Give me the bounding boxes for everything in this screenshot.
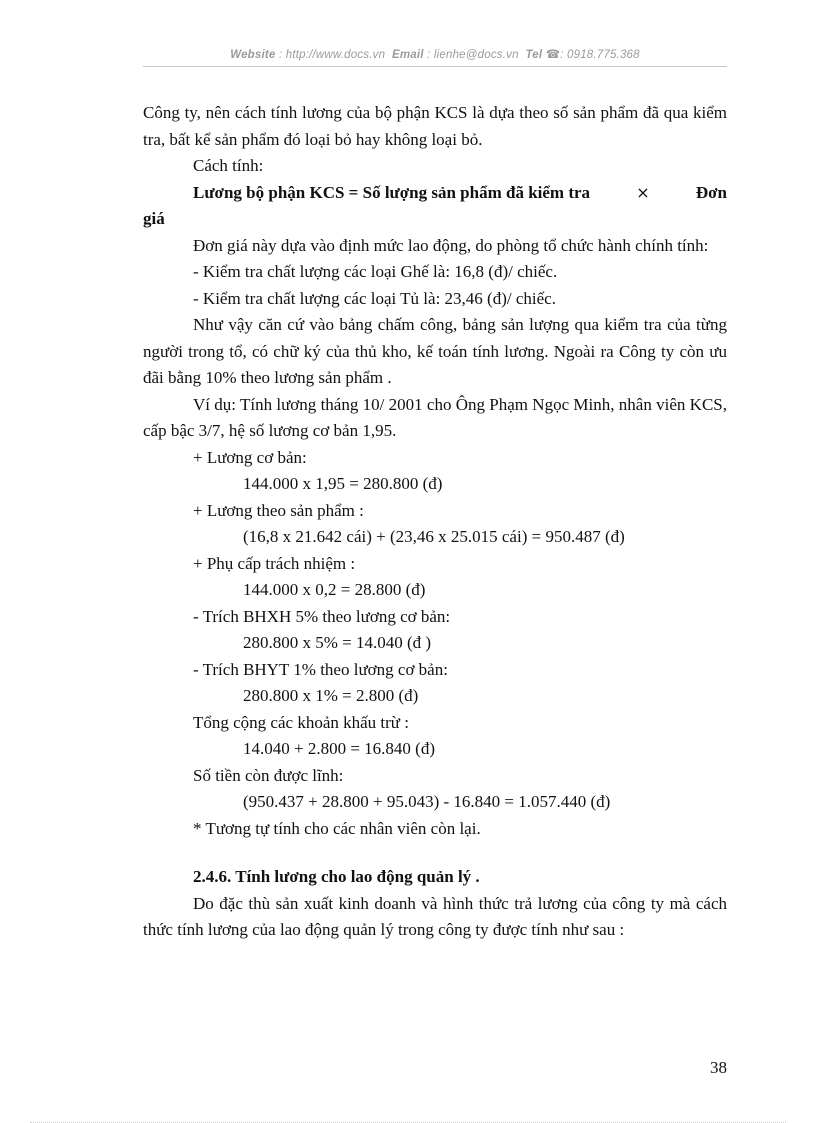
page-number: 38	[710, 1058, 727, 1077]
spacer	[143, 842, 727, 864]
calc-label: + Lương theo sản phẩm :	[193, 500, 364, 520]
calc-value: 144.000 x 1,95 = 280.800 (đ)	[243, 474, 443, 493]
website-value: : http://www.docs.vn	[278, 49, 386, 61]
formula-continuation: giá	[143, 209, 165, 228]
document-body	[143, 100, 727, 944]
section-title: 2.4.6. Tính lương cho lao động quản lý .	[193, 867, 480, 886]
formula-right: Đơn	[695, 182, 727, 202]
calc-label: - Trích BHYT 1% theo lương cơ bản:	[193, 659, 448, 679]
list-item: - Kiểm tra chất lượng các loại Ghế là: 16,8 (đ)/ chiếc.	[193, 262, 558, 281]
formula-left: Lương bộ phận KCS = Số lượng sản phẩm đã kiểm tra	[193, 182, 591, 202]
multiply-icon: ×	[636, 182, 650, 202]
paragraph: Công ty, nên cách tính lương của bộ phận KCS là dựa theo số sản phẩm đã qua kiểm tra, bất kể sản phẩm đó loại bỏ hay không loại bỏ.	[143, 103, 727, 149]
paragraph: Ví dụ: Tính lương tháng 10/ 2001 cho Ông Phạm Ngọc Minh, nhân viên KCS, cấp bậc 3/7, hệ số lương cơ bản 1,95.	[143, 394, 727, 440]
calc-value: (950.437 + 28.800 + 95.043) - 16.840 = 1.057.440 (đ)	[243, 792, 611, 811]
page-header	[143, 47, 727, 61]
header-divider	[143, 66, 727, 67]
calc-label: + Phụ cấp trách nhiệm :	[193, 553, 356, 573]
paragraph: Cách tính:	[193, 156, 264, 175]
tel-value: ☎: 0918.775.368	[545, 49, 640, 61]
website-label: Website	[230, 49, 276, 61]
paragraph: Do đặc thù sản xuất kinh doanh và hình thức trả lương của công ty mà cách thức tính lương của lao động quản lý trong công ty được tính như sau :	[143, 893, 727, 939]
email-label: Email	[392, 49, 424, 61]
calc-value: 280.800 x 5% = 14.040 (đ )	[243, 633, 432, 652]
calc-value: (16,8 x 21.642 cái) + (23,46 x 25.015 cái) = 950.487 (đ)	[243, 527, 625, 546]
calc-value: 280.800 x 1% = 2.800 (đ)	[243, 686, 419, 705]
tel-label: Tel	[525, 49, 543, 61]
calc-value: 14.040 + 2.800 = 16.840 (đ)	[243, 739, 435, 758]
paragraph: Đơn giá này dựa vào định mức lao động, do phòng tổ chức hành chính tính:	[193, 235, 709, 255]
list-item: - Kiểm tra chất lượng các loại Tủ là: 23,46 (đ)/ chiếc.	[193, 288, 556, 308]
calc-label: Số tiền còn được lĩnh:	[193, 765, 344, 785]
calc-label: - Trích BHXH 5% theo lương cơ bản:	[193, 606, 451, 626]
email-value: : lienhe@docs.vn	[427, 49, 519, 61]
paragraph: Như vậy căn cứ vào bảng chấm công, bảng sản lượng qua kiểm tra của từng người trong tổ, có chữ ký của thủ kho, kế toán tính lương. Ngoài ra Công ty còn ưu đãi bằng 10% theo lương sản phẩm .	[143, 315, 727, 387]
calc-value: 144.000 x 0,2 = 28.800 (đ)	[243, 580, 426, 599]
calc-label: Tổng cộng các khoản khấu trừ :	[193, 712, 409, 732]
calc-label: + Lương cơ bản:	[193, 447, 307, 467]
formula-line	[143, 180, 727, 207]
note-line: * Tương tự tính cho các nhân viên còn lại.	[193, 818, 481, 838]
